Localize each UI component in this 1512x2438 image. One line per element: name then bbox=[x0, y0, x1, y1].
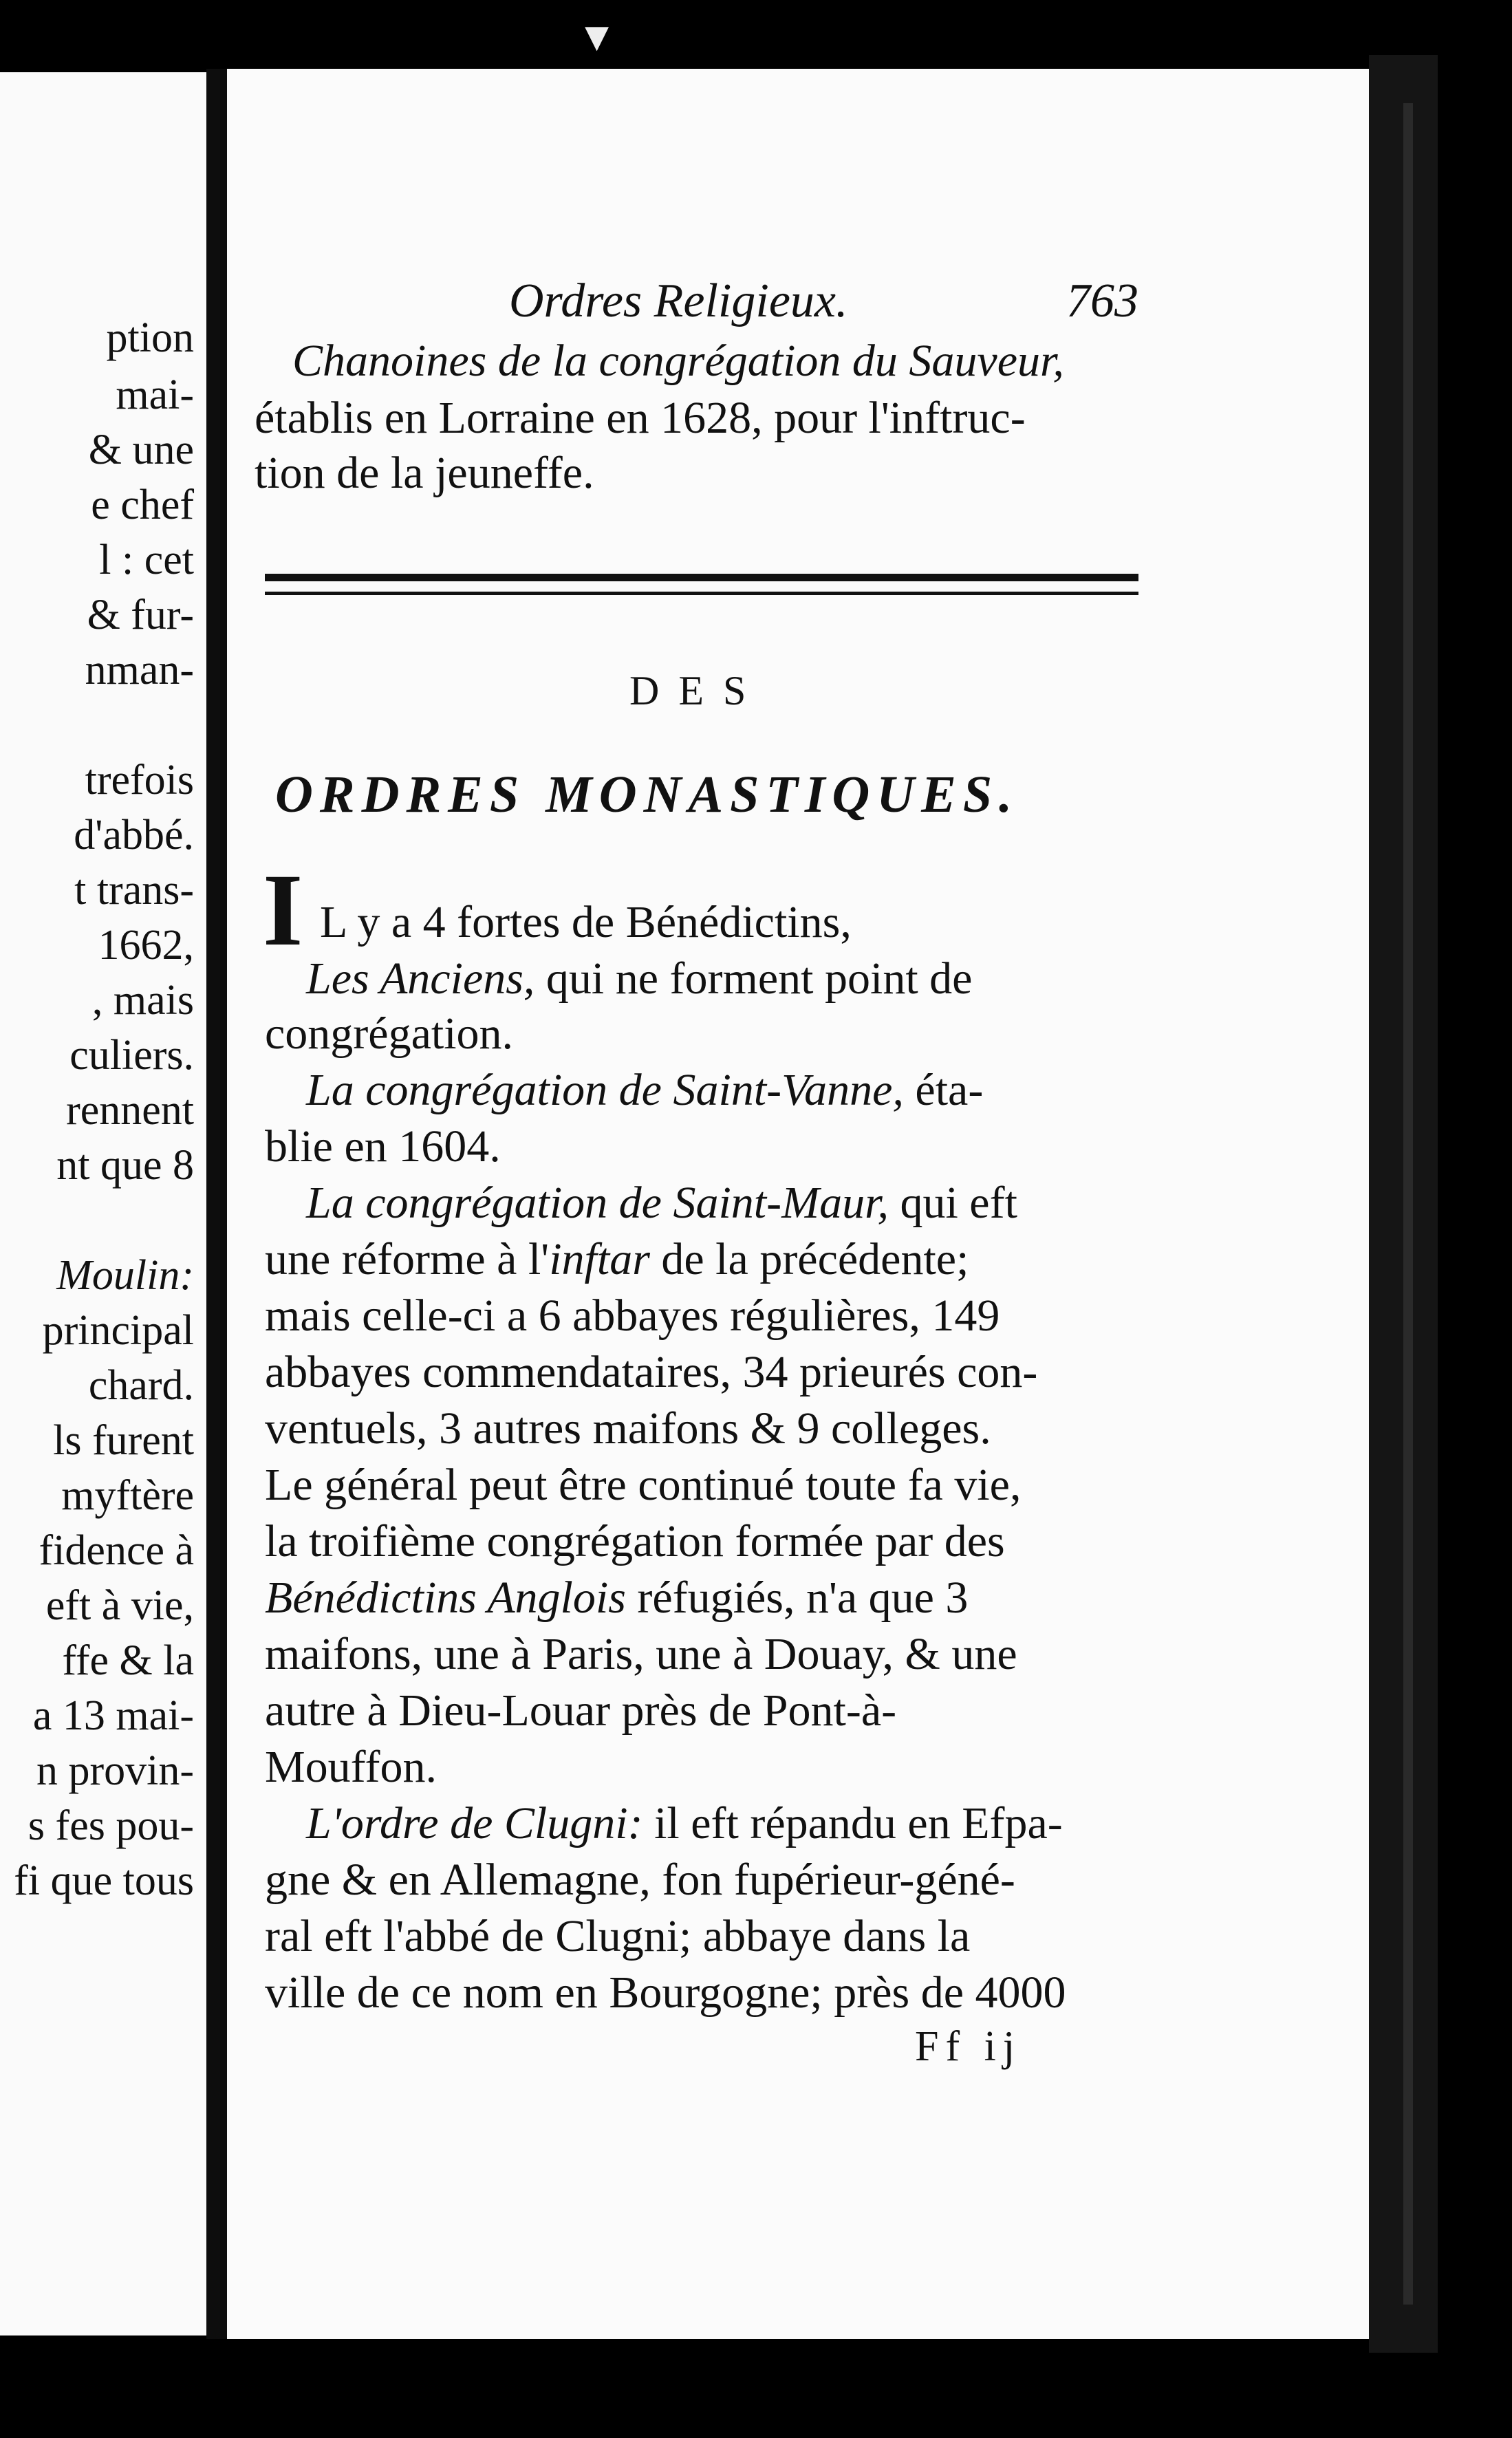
body-line: autre à Dieu-Louar près de Pont-à- bbox=[265, 1685, 897, 1736]
body-line: Les Anciens, qui ne forment point de bbox=[306, 953, 973, 1004]
left-line: n provin- bbox=[36, 1747, 194, 1794]
body-line: La congrégation de Saint-Maur, qui eft bbox=[306, 1178, 1017, 1228]
book-gutter bbox=[206, 69, 227, 2339]
body-line: ventuels, 3 autres maifons & 9 colleges. bbox=[265, 1403, 991, 1454]
left-line: t trans- bbox=[74, 867, 194, 914]
left-line: & une bbox=[88, 427, 194, 473]
left-line: ls furent bbox=[53, 1417, 194, 1464]
left-line: culiers. bbox=[69, 1032, 194, 1079]
left-line: trefois bbox=[85, 757, 194, 803]
body-line: la troifième congrégation formée par des bbox=[265, 1516, 1005, 1566]
left-line: s fes pou- bbox=[28, 1802, 194, 1849]
binding-mark: ▾ bbox=[585, 10, 609, 63]
left-line: 1662, bbox=[98, 922, 194, 969]
intro-line: tion de la jeuneffe. bbox=[255, 448, 594, 498]
drop-capital: I bbox=[263, 853, 303, 967]
body-line: L'ordre de Clugni: il eft répandu en Efpa- bbox=[306, 1798, 1063, 1848]
body-line: gne & en Allemagne, fon fupérieur-géné- bbox=[265, 1855, 1015, 1905]
left-line: , mais bbox=[91, 977, 194, 1024]
body-line: blie en 1604. bbox=[265, 1121, 501, 1172]
divider-rule bbox=[265, 592, 1138, 595]
running-header: Ordres Religieux. bbox=[509, 274, 848, 327]
body-line: maifons, une à Paris, une à Douay, & une bbox=[265, 1629, 1017, 1679]
left-line: Moulin: bbox=[56, 1252, 194, 1299]
left-line: & fur- bbox=[87, 592, 194, 638]
left-line: fidence à bbox=[39, 1527, 194, 1574]
body-line: L y a 4 fortes de Bénédictins, bbox=[320, 897, 852, 947]
body-line: abbayes commendataires, 34 prieurés con- bbox=[265, 1347, 1038, 1397]
left-line: principal bbox=[42, 1307, 194, 1354]
left-line: rennent bbox=[66, 1087, 194, 1134]
main-page bbox=[227, 69, 1369, 2339]
page-edge-stripe bbox=[1403, 103, 1413, 2305]
left-line: ffe & la bbox=[62, 1637, 194, 1684]
left-line: mai- bbox=[116, 371, 194, 418]
left-line: a 13 mai- bbox=[32, 1692, 194, 1739]
section-prefix: DES bbox=[629, 668, 766, 713]
body-line: une réforme à l'inftar de la précédente; bbox=[265, 1234, 969, 1284]
section-heading: ORDRES MONASTIQUES. bbox=[275, 766, 1019, 823]
body-line: ville de ce nom en Bourgogne; près de 4000 bbox=[265, 1967, 1066, 2018]
body-line: Le général peut être continué toute fa vie, bbox=[265, 1460, 1022, 1510]
signature-mark: Ff ij bbox=[915, 2023, 1022, 2070]
body-line: Mouffon. bbox=[265, 1742, 437, 1792]
previous-page-fragment bbox=[0, 72, 213, 2335]
intro-line: établis en Lorraine en 1628, pour l'inftruc- bbox=[255, 393, 1026, 443]
left-line: l : cet bbox=[99, 537, 194, 583]
left-line: ption bbox=[106, 314, 194, 361]
left-line: eft à vie, bbox=[45, 1582, 194, 1629]
body-line: Bénédictins Anglois réfugiés, n'a que 3 bbox=[265, 1573, 969, 1623]
body-line: congrégation. bbox=[265, 1008, 514, 1059]
intro-line: Chanoines de la congrégation du Sauveur, bbox=[292, 336, 1064, 386]
body-line: mais celle-ci a 6 abbayes régulières, 149 bbox=[265, 1291, 1000, 1341]
body-line: ral eft l'abbé de Clugni; abbaye dans la bbox=[265, 1911, 971, 1961]
left-line: nman- bbox=[85, 647, 194, 693]
page-number: 763 bbox=[1066, 274, 1138, 327]
body-line: La congrégation de Saint-Vanne, éta- bbox=[306, 1065, 984, 1115]
left-line: chard. bbox=[88, 1362, 194, 1409]
left-line: fi que tous bbox=[14, 1857, 194, 1904]
left-line: nt que 8 bbox=[56, 1142, 194, 1189]
divider-rule bbox=[265, 574, 1138, 581]
left-line: e chef bbox=[91, 482, 194, 528]
left-line: myftère bbox=[61, 1472, 194, 1519]
left-line: d'abbé. bbox=[74, 812, 194, 859]
